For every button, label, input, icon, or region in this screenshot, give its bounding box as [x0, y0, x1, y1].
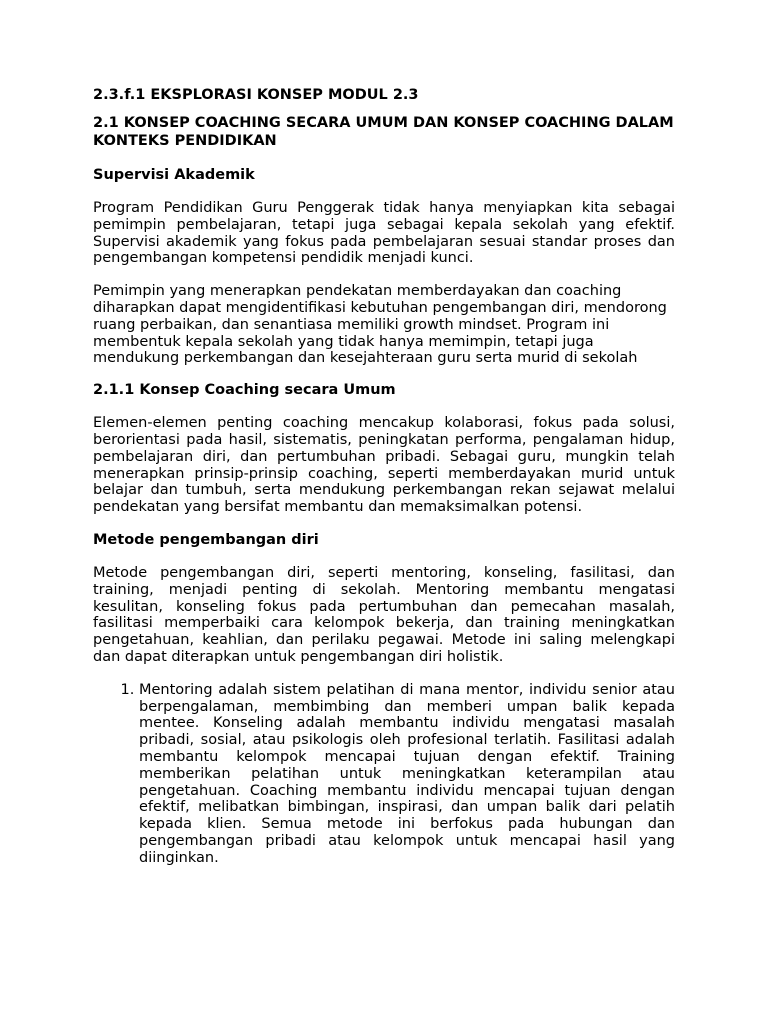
document-page	[93, 86, 675, 867]
coaching-umum-heading: 2.1.1 Konsep Coaching secara Umum	[93, 382, 396, 399]
supervisi-heading: Supervisi Akademik	[93, 167, 255, 183]
coaching-umum-paragraph: Elemen-elemen penting coaching mencakup kolaborasi, fokus pada solusi, berorientasi pada hasil, sistematis, peningkatan performa, pengalaman hidup, pembelajaran diri, dan pertumbuhan pribadi. Sebagai guru, mungkin telah menerapkan prinsip-prinsip coaching, seperti memberdayakan murid untuk belajar dan tumbuh, serta mendukung perkembangan rekan sejawat melalui pendekatan yang bersifat membantu dan memaksimalkan potensi.	[93, 415, 675, 516]
metode-heading: Metode pengembangan diri	[93, 531, 319, 548]
metode-paragraph: Metode pengembangan diri, seperti mentoring, konseling, fasilitasi, dan training, menjadi penting di sekolah. Mentoring membantu mengatasi kesulitan, konseling fokus pada pertumbuhan dan pemecahan masalah, fasilitasi memperbaiki cara kelompok bekerja, dan training meningkatkan pengetahuan, keahlian, dan perilaku pegawai. Metode ini saling melengkapi dan dapat diterapkan untuk pengembangan diri holistik.	[93, 564, 675, 665]
section-heading: 2.1 KONSEP COACHING SECARA UMUM DAN KONSEP COACHING DALAM KONTEKS PENDIDIKAN	[93, 115, 674, 149]
metode-list	[93, 682, 675, 867]
supervisi-paragraph-1: Program Pendidikan Guru Penggerak tidak hanya menyiapkan kita sebagai pemimpin pembelajaran, tetapi juga sebagai kepala sekolah yang efektif. Supervisi akademik yang fokus pada pembelajaran sesuai standar proses dan pengembangan kompetensi pendidik menjadi kunci.	[93, 200, 675, 267]
list-item: 1. Mentoring adalah sistem pelatihan di mana mentor, individu senior atau berpengalaman, membimbing dan memberi umpan balik kepada mentee. Konseling adalah membantu individu mengatasi masalah pribadi, sosial, atau psikologis oleh profesional terlatih. Fasilitasi adalah membantu kelompok mencapai tujuan dengan efektif. Training memberikan pelatihan untuk meningkatkan keterampilan atau pengetahuan. Coaching membantu individu mencapai tujuan dengan efektif, melibatkan bimbingan, inspirasi, dan umpan balik dari pelatih kepada klien. Semua metode ini berfokus pada hubungan dan pengembangan pribadi atau kelompok untuk mencapai hasil yang diinginkan.	[139, 682, 675, 867]
supervisi-paragraph-2: Pemimpin yang menerapkan pendekatan memberdayakan dan coaching diharapkan dapat mengidentifikasi kebutuhan pengembangan diri, mendorong ruang perbaikan, dan senantiasa memiliki growth mindset. Program ini membentuk kepala sekolah yang tidak hanya memimpin, tetapi juga mendukung perkembangan dan kesejahteraan guru serta murid di sekolah	[93, 283, 667, 367]
document-title: 2.3.f.1 EKSPLORASI KONSEP MODUL 2.3	[93, 87, 419, 103]
